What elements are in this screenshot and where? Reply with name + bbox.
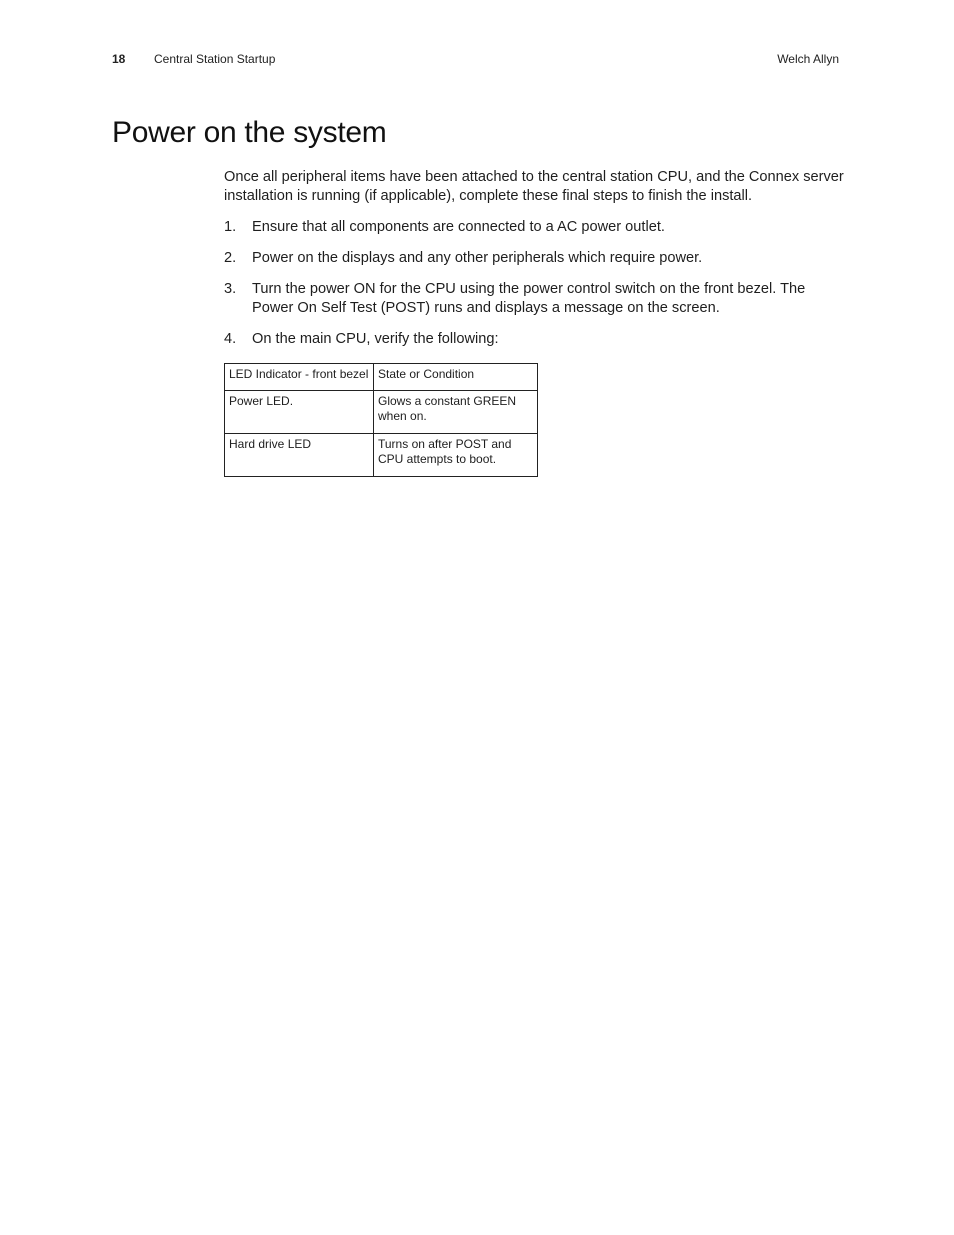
- table-header-cell: State or Condition: [374, 364, 538, 391]
- table-header-cell: LED Indicator - front bezel: [225, 364, 374, 391]
- step-item: [224, 330, 844, 349]
- table-header-row: [225, 364, 538, 391]
- step-number: 1.: [224, 219, 237, 235]
- led-indicator-table: [224, 363, 538, 477]
- step-number: 3.: [224, 281, 237, 297]
- steps-list: [224, 218, 844, 349]
- table-cell: Hard drive LED: [225, 434, 374, 477]
- table-cell: Turns on after POST and CPU attempts to boot.: [374, 434, 538, 477]
- step-number: 2.: [224, 250, 237, 266]
- page-title: Power on the system: [112, 116, 387, 149]
- step-item: [224, 218, 844, 237]
- intro-paragraph: Once all peripheral items have been attached to the central station CPU, and the Connex server installation is running (if applicable), complete these final steps to finish the install.: [224, 169, 844, 204]
- table-row: [225, 391, 538, 434]
- brand-name: Welch Allyn: [777, 52, 839, 66]
- table-cell: Power LED.: [225, 391, 374, 434]
- step-item: [224, 280, 844, 318]
- table-row: [225, 434, 538, 477]
- page-header: [112, 52, 839, 70]
- step-text: Turn the power ON for the CPU using the power control switch on the front bezel. The Power On Self Test (POST) runs and displays a message on the screen.: [252, 281, 806, 316]
- table-cell: Glows a constant GREEN when on.: [374, 391, 538, 434]
- step-item: [224, 249, 844, 268]
- section-name: Central Station Startup: [154, 52, 276, 66]
- page-number: 18: [112, 52, 126, 66]
- step-text: Ensure that all components are connected to a AC power outlet.: [252, 219, 665, 235]
- content-body: [224, 168, 844, 361]
- step-text: Power on the displays and any other peripherals which require power.: [252, 250, 703, 266]
- step-number: 4.: [224, 331, 237, 347]
- step-text: On the main CPU, verify the following:: [252, 331, 499, 347]
